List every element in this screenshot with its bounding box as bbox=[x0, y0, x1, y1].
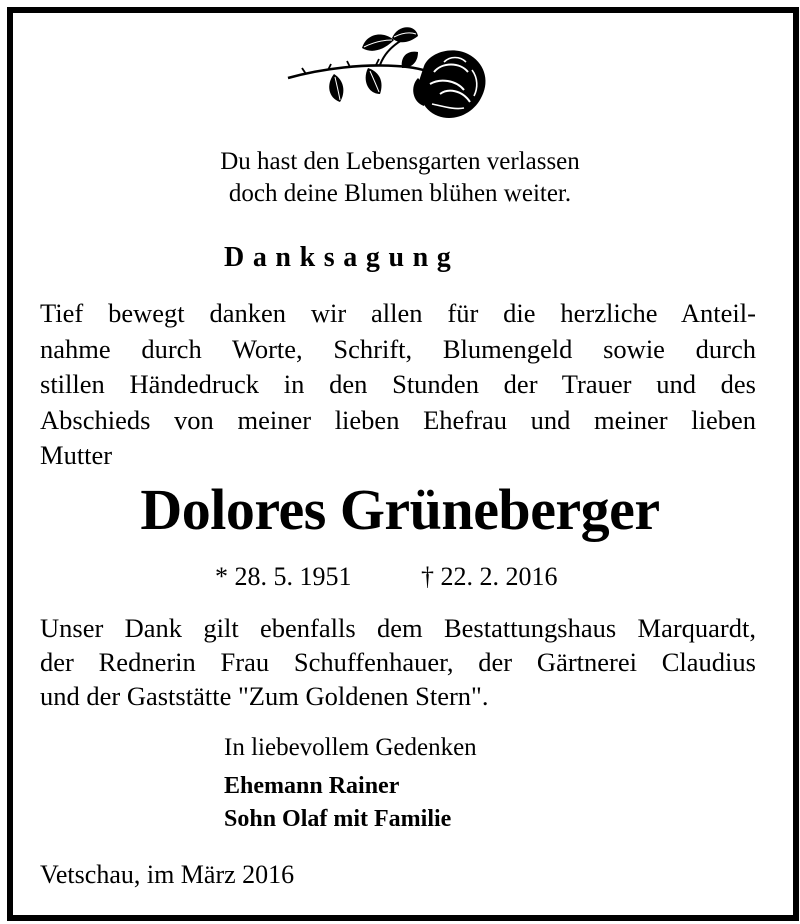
intro-line: Tief bewegt danken wir allen für die herzliche Anteil- bbox=[40, 298, 756, 328]
intro-line: stillen Händedruck in den Stunden der Trauer und des bbox=[40, 369, 756, 399]
intro-line: Abschieds von meiner lieben Ehefrau und meiner lieben bbox=[40, 404, 756, 435]
death-date: † 22. 2. 2016 bbox=[421, 562, 558, 591]
thanks-line: der Rednerin Frau Schuffenhauer, der Gärtnerei Claudius bbox=[40, 647, 756, 677]
rose-icon bbox=[284, 22, 494, 130]
heading-danksagung: Danksagung bbox=[224, 242, 460, 273]
deceased-name: Dolores Grüneberger bbox=[140, 477, 660, 542]
intro-paragraph bbox=[40, 296, 756, 474]
intro-line: Mutter bbox=[40, 440, 113, 470]
signers bbox=[224, 770, 451, 836]
motto bbox=[0, 146, 800, 210]
birth-date: * 28. 5. 1951 bbox=[215, 562, 352, 591]
thanks-line: und der Gaststätte "Zum Goldenen Stern". bbox=[40, 681, 489, 711]
motto-line: Du hast den Lebensgarten verlassen bbox=[220, 148, 580, 175]
thanks-paragraph bbox=[40, 611, 756, 713]
place-date: Vetschau, im März 2016 bbox=[40, 860, 295, 889]
intro-line: nahme durch Worte, Schrift, Blumengeld sowie durch bbox=[40, 333, 756, 364]
motto-line: doch deine Blumen blühen weiter. bbox=[228, 180, 572, 207]
signer: Sohn Olaf mit Familie bbox=[224, 806, 452, 832]
thanks-line: Unser Dank gilt ebenfalls dem Bestattungshaus Marquardt, bbox=[40, 613, 756, 643]
closing-phrase: In liebevollem Gedenken bbox=[224, 734, 477, 761]
signer: Ehemann Rainer bbox=[224, 773, 400, 799]
